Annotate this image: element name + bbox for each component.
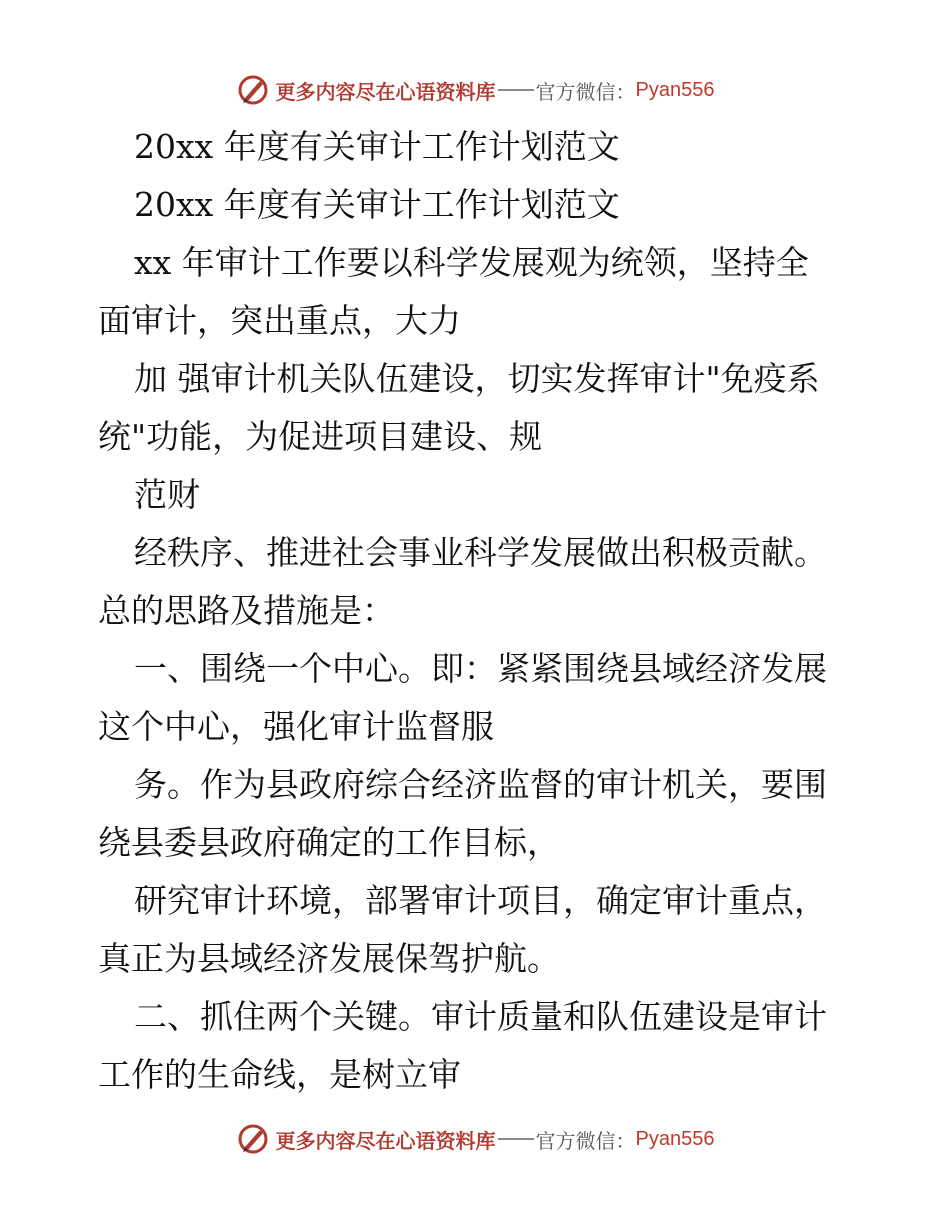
paragraph-line: 经秩序、推进社会事业科学发展做出积极贡献。 xyxy=(134,533,827,572)
pen-logo-icon xyxy=(236,73,270,107)
banner-suffix: 官方微信： xyxy=(535,79,636,104)
banner-suffix: 官方微信： xyxy=(535,1128,636,1153)
paragraph-line: 加 强审计机关队伍建设，切实发挥审计"免疫系 xyxy=(134,359,820,398)
paragraph-line: 这个中心，强化审计监督服 xyxy=(98,707,494,746)
paragraph-line: 一、围绕一个中心。即：紧紧围绕县域经济发展 xyxy=(134,649,827,688)
banner-text: 更多内容尽在心语资料库 xyxy=(275,79,496,104)
header-banner xyxy=(0,70,950,110)
paragraph-line: 绕县委县政府确定的工作目标， xyxy=(98,823,560,862)
banner-dash xyxy=(498,1138,534,1140)
paragraph-line: 工作的生命线，是树立审 xyxy=(98,1055,461,1094)
pen-logo-icon xyxy=(236,1122,270,1156)
banner-dash xyxy=(498,89,534,91)
paragraph-line: 二、抓住两个关键。审计质量和队伍建设是审计 xyxy=(134,997,827,1036)
banner-id: Pyan556 xyxy=(635,1127,715,1150)
paragraph-line: 范财 xyxy=(134,475,200,514)
paragraph-line: 真正为县域经济发展保驾护航。 xyxy=(98,939,560,978)
paragraph-line: 统"功能，为促进项目建设、规 xyxy=(98,417,543,456)
doc-title-line: 20xx 年度有关审计工作计划范文 xyxy=(134,185,620,224)
paragraph-line: 务。作为县政府综合经济监督的审计机关，要围 xyxy=(134,765,827,804)
footer-banner xyxy=(0,1119,950,1159)
paragraph-line: 总的思路及措施是： xyxy=(98,591,395,630)
paragraph-line: 面审计，突出重点，大力 xyxy=(98,301,461,340)
doc-title-line: 20xx 年度有关审计工作计划范文 xyxy=(134,127,620,166)
paragraph-line: 研究审计环境，部署审计项目，确定审计重点， xyxy=(134,881,827,920)
banner-text: 更多内容尽在心语资料库 xyxy=(275,1128,496,1153)
paragraph-line: xx 年审计工作要以科学发展观为统领，坚持全 xyxy=(134,243,809,282)
banner-id: Pyan556 xyxy=(635,78,715,101)
